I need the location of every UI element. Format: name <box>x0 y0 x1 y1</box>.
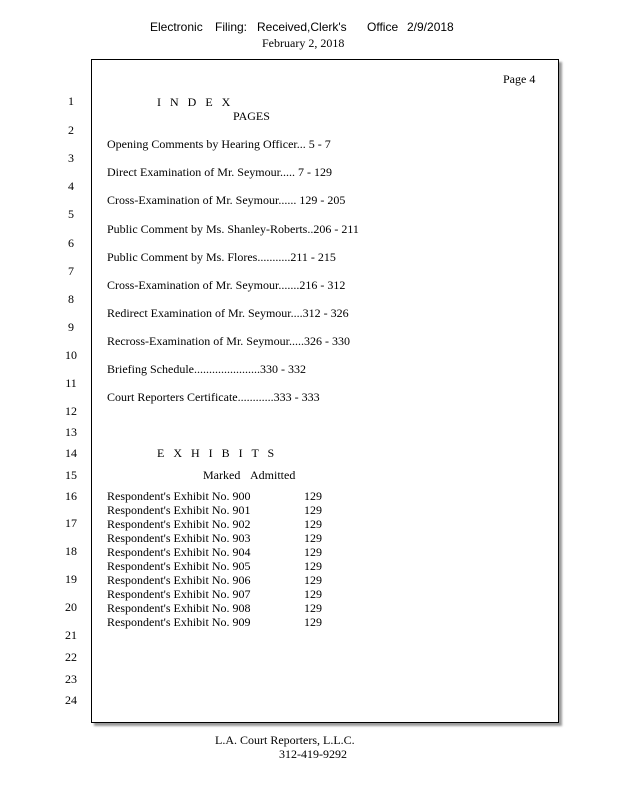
filing-stamp-word: Filing: <box>215 20 248 34</box>
exhibit-page: 129 <box>304 615 322 629</box>
line-number: 17 <box>65 516 77 530</box>
line-number: 6 <box>68 236 74 250</box>
line-number: 16 <box>65 489 77 503</box>
line-number: 9 <box>68 320 74 334</box>
exhibit-name: Respondent's Exhibit No. 905 <box>107 559 251 573</box>
reporter-company: L.A. Court Reporters, L.L.C. <box>215 733 355 747</box>
index-entry: Public Comment by Ms. Shanley-Roberts..206 - 211 <box>107 222 359 236</box>
exhibit-page: 129 <box>304 503 322 517</box>
line-number: 1 <box>68 94 74 108</box>
index-entry: Opening Comments by Hearing Officer... 5 - 7 <box>107 137 331 151</box>
line-number: 21 <box>65 628 77 642</box>
line-number: 14 <box>65 446 77 460</box>
line-number: 19 <box>65 572 77 586</box>
line-number: 12 <box>65 404 77 418</box>
exhibit-name: Respondent's Exhibit No. 907 <box>107 587 251 601</box>
line-number: 20 <box>65 600 77 614</box>
exhibit-page: 129 <box>304 601 322 615</box>
exhibit-page: 129 <box>304 587 322 601</box>
exhibit-name: Respondent's Exhibit No. 900 <box>107 489 251 503</box>
line-number: 10 <box>65 348 77 362</box>
line-number: 3 <box>68 151 74 165</box>
index-entry: Court Reporters Certificate............333 - 333 <box>107 390 320 404</box>
admitted-header: Admitted <box>250 468 296 482</box>
exhibit-page: 129 <box>304 517 322 531</box>
hearing-date: February 2, 2018 <box>262 36 345 50</box>
exhibit-page: 129 <box>304 559 322 573</box>
page-number: Page 4 <box>503 72 536 86</box>
filing-stamp-word: 2/9/2018 <box>407 20 454 34</box>
filing-stamp-word: Electronic <box>150 20 203 34</box>
exhibit-page: 129 <box>304 489 322 503</box>
exhibit-name: Respondent's Exhibit No. 908 <box>107 601 251 615</box>
exhibit-name: Respondent's Exhibit No. 906 <box>107 573 251 587</box>
index-title: I N D E X <box>157 95 234 109</box>
line-number: 24 <box>65 693 77 707</box>
line-number: 22 <box>65 650 77 664</box>
exhibit-page: 129 <box>304 545 322 559</box>
line-number: 11 <box>65 376 77 390</box>
filing-stamp-word: Received,Clerk's <box>257 20 347 34</box>
line-number: 13 <box>65 425 77 439</box>
marked-header: Marked <box>203 468 241 482</box>
exhibit-name: Respondent's Exhibit No. 902 <box>107 517 251 531</box>
index-entry: Direct Examination of Mr. Seymour..... 7 - 129 <box>107 165 332 179</box>
line-number: 18 <box>65 544 77 558</box>
index-entry: Public Comment by Ms. Flores...........211 - 215 <box>107 250 336 264</box>
index-entry: Redirect Examination of Mr. Seymour....312 - 326 <box>107 306 349 320</box>
line-number: 7 <box>68 264 74 278</box>
reporter-phone: 312-419-9292 <box>279 747 347 761</box>
exhibit-name: Respondent's Exhibit No. 903 <box>107 531 251 545</box>
exhibits-title: E X H I B I T S <box>157 446 278 460</box>
index-entry: Briefing Schedule......................330 - 332 <box>107 362 306 376</box>
line-number: 5 <box>68 207 74 221</box>
exhibit-name: Respondent's Exhibit No. 909 <box>107 615 251 629</box>
line-number: 23 <box>65 672 77 686</box>
exhibit-page: 129 <box>304 573 322 587</box>
exhibit-page: 129 <box>304 531 322 545</box>
line-number: 2 <box>68 123 74 137</box>
index-entry: Cross-Examination of Mr. Seymour.......216 - 312 <box>107 278 346 292</box>
line-number: 8 <box>68 292 74 306</box>
pages-header: PAGES <box>233 109 270 123</box>
index-entry: Cross-Examination of Mr. Seymour...... 129 - 205 <box>107 193 346 207</box>
line-number: 4 <box>68 179 74 193</box>
exhibit-name: Respondent's Exhibit No. 904 <box>107 545 251 559</box>
line-number: 15 <box>65 468 77 482</box>
filing-stamp-word: Office <box>367 20 399 34</box>
exhibit-name: Respondent's Exhibit No. 901 <box>107 503 251 517</box>
index-entry: Recross-Examination of Mr. Seymour.....326 - 330 <box>107 334 350 348</box>
